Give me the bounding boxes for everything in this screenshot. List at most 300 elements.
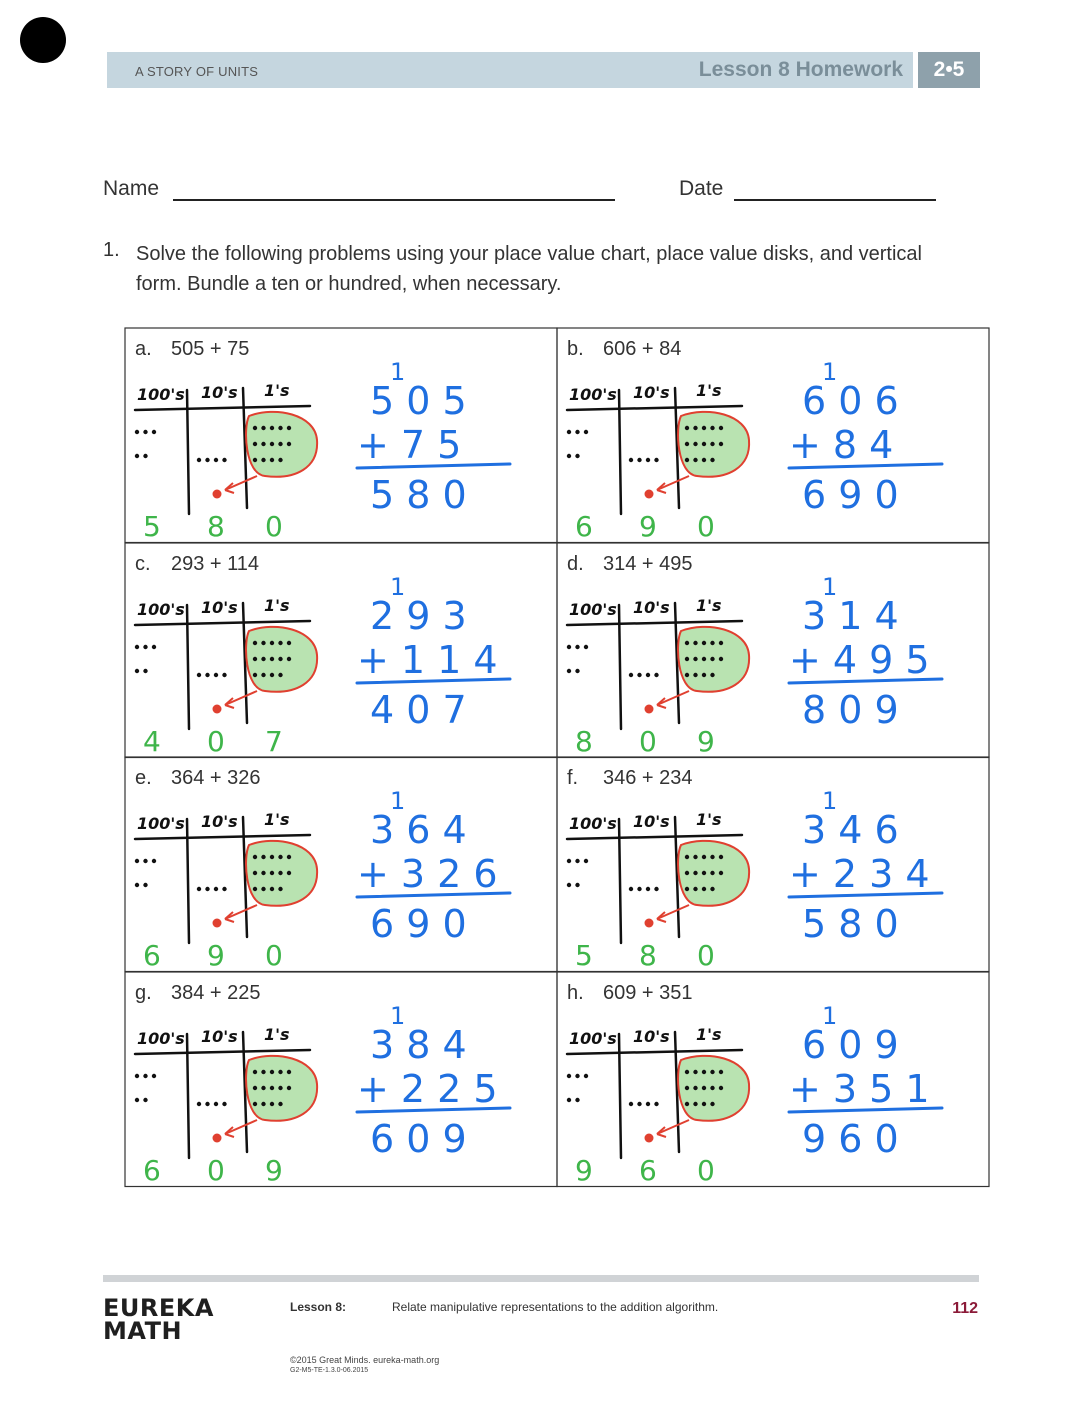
- carry-digit: 1: [822, 572, 838, 601]
- ones-disk: [710, 442, 714, 446]
- ones-disk: [719, 855, 723, 859]
- logo-line-math: MATH: [103, 1317, 183, 1345]
- tens-disk: [205, 1101, 209, 1105]
- ones-disk: [693, 672, 697, 676]
- tens-header: 10's: [201, 383, 238, 402]
- addend-top: 5 0 5: [370, 379, 467, 423]
- ones-disk: [261, 887, 265, 891]
- ones-disk: [685, 1101, 689, 1105]
- ones-disk: [685, 458, 689, 462]
- hundreds-disk: [575, 454, 579, 458]
- ones-disk: [287, 442, 291, 446]
- question-number: 1.: [103, 239, 120, 261]
- ones-disk: [710, 656, 714, 660]
- problem-cell: [557, 972, 989, 1187]
- ones-disk: [261, 442, 265, 446]
- addend-top: 6 0 9: [802, 1022, 899, 1067]
- ones-disk: [278, 656, 282, 660]
- ones-disk: [685, 887, 689, 891]
- hundreds-disk: [567, 1073, 571, 1077]
- hundreds-disk: [152, 859, 156, 863]
- ones-disk: [685, 656, 689, 660]
- ones-disk: [278, 672, 282, 676]
- ones-disk: [287, 855, 291, 859]
- footer-lesson: Lesson 8:: [290, 1300, 347, 1314]
- result-hundreds-digit: 8: [575, 724, 593, 758]
- chart-header-line: [135, 621, 310, 625]
- hundreds-disk: [143, 883, 147, 887]
- hundreds-disk: [135, 883, 139, 887]
- problem-cell: [557, 757, 989, 972]
- result-ones-digit: 9: [265, 1153, 283, 1187]
- hundreds-disk: [135, 454, 139, 458]
- result-tens-digit: 9: [207, 939, 225, 972]
- carried-disk: [645, 1133, 654, 1142]
- ones-disk: [685, 640, 689, 644]
- addend-bottom: + 1 1 4: [357, 637, 498, 682]
- ones-disk: [702, 672, 706, 676]
- binder-hole: [20, 17, 66, 63]
- problem-cell: [125, 972, 557, 1187]
- ones-disk: [253, 1101, 257, 1105]
- tens-disk: [197, 672, 201, 676]
- problem-expression: 609 + 351: [603, 981, 693, 1004]
- hundreds-header: 100's: [137, 385, 185, 404]
- tens-disk: [637, 887, 641, 891]
- ones-disk: [702, 1085, 706, 1089]
- result-hundreds-digit: 5: [143, 510, 161, 543]
- tens-disk: [654, 672, 658, 676]
- hundreds-disk: [584, 644, 588, 648]
- hundreds-disk: [575, 668, 579, 672]
- hundreds-disk: [143, 644, 147, 648]
- addend-bottom: + 3 2 6: [357, 852, 498, 896]
- ones-disk: [693, 442, 697, 446]
- hundreds-disk: [584, 859, 588, 863]
- ones-disk: [710, 1085, 714, 1089]
- tens-disk: [222, 672, 226, 676]
- ones-disk: [693, 1101, 697, 1105]
- tens-disk: [629, 458, 633, 462]
- ones-disk: [685, 426, 689, 430]
- tens-disk: [646, 887, 650, 891]
- addend-top: 3 8 4: [370, 1022, 467, 1067]
- ones-disk: [710, 855, 714, 859]
- addend-bottom: + 2 2 5: [357, 1066, 498, 1111]
- result-ones-digit: 0: [697, 510, 715, 543]
- problem-expression: 606 + 84: [603, 338, 682, 360]
- ones-disk: [253, 871, 257, 875]
- hundreds-disk: [143, 668, 147, 672]
- result-tens-digit: 8: [639, 939, 657, 972]
- grade-module-badge: 2•5: [918, 52, 980, 88]
- result-ones-digit: 0: [265, 939, 283, 972]
- tens-disk: [629, 672, 633, 676]
- addend-top: 3 6 4: [370, 808, 467, 852]
- ones-disk: [253, 887, 257, 891]
- ones-disk: [270, 1085, 274, 1089]
- problem-expression: 346 + 234: [603, 767, 693, 789]
- problem-grid: [125, 328, 989, 1202]
- ones-disk: [261, 426, 265, 430]
- carry-digit: 1: [822, 358, 838, 386]
- carry-digit: 1: [390, 1001, 406, 1030]
- ones-disk: [270, 640, 274, 644]
- ones-disk: [253, 656, 257, 660]
- hundreds-disk: [567, 883, 571, 887]
- result-tens-digit: 0: [207, 724, 225, 758]
- ones-header: 1's: [696, 381, 722, 400]
- ones-disk: [702, 426, 706, 430]
- ones-disk: [685, 442, 689, 446]
- hundreds-header: 100's: [569, 814, 617, 833]
- problem-expression: 364 + 326: [171, 767, 261, 789]
- ones-disk: [253, 442, 257, 446]
- problem-cell: [125, 543, 557, 758]
- carry-digit: 1: [822, 1001, 838, 1030]
- hundreds-disk: [143, 1073, 147, 1077]
- ones-disk: [710, 640, 714, 644]
- ones-disk: [278, 1101, 282, 1105]
- sum-result: 6 9 0: [370, 902, 467, 946]
- ones-disk: [261, 1069, 265, 1073]
- hundreds-disk: [152, 430, 156, 434]
- sum-result: 6 0 9: [370, 1116, 467, 1161]
- bundle-arrow: [225, 1120, 257, 1134]
- sum-result: 5 8 0: [802, 902, 899, 946]
- addend-bottom: + 7 5: [357, 423, 462, 467]
- ones-disk: [693, 426, 697, 430]
- ones-disk: [702, 871, 706, 875]
- tens-disk: [654, 887, 658, 891]
- ones-disk: [253, 458, 257, 462]
- result-hundreds-digit: 6: [143, 939, 161, 972]
- bundle-arrow: [225, 905, 257, 919]
- hundreds-disk: [135, 430, 139, 434]
- ones-header: 1's: [264, 595, 290, 615]
- ones-header: 1's: [696, 1024, 722, 1044]
- ones-disk: [693, 656, 697, 660]
- lesson-title: Lesson 8 Homework: [698, 58, 903, 81]
- bundle-arrow: [225, 691, 257, 705]
- ones-disk: [702, 640, 706, 644]
- tens-disk: [205, 887, 209, 891]
- ones-disk: [287, 640, 291, 644]
- ones-header: 1's: [696, 810, 722, 829]
- bundle-arrow: [225, 476, 257, 490]
- ones-disk: [253, 1085, 257, 1089]
- ones-disk: [270, 426, 274, 430]
- ones-disk: [270, 442, 274, 446]
- tens-disk: [637, 1101, 641, 1105]
- ones-disk: [702, 442, 706, 446]
- carried-disk: [213, 490, 222, 499]
- result-tens-digit: 6: [639, 1153, 657, 1187]
- ones-disk: [685, 1069, 689, 1073]
- hundreds-disk: [135, 644, 139, 648]
- problem-label: c.: [135, 552, 151, 575]
- tens-disk: [222, 887, 226, 891]
- hundreds-disk: [567, 1097, 571, 1101]
- ones-disk: [287, 426, 291, 430]
- carry-digit: 1: [390, 358, 406, 386]
- result-tens-digit: 0: [207, 1153, 225, 1187]
- hundreds-disk: [152, 1073, 156, 1077]
- ones-disk: [719, 1085, 723, 1089]
- ones-disk: [261, 855, 265, 859]
- ones-disk: [278, 855, 282, 859]
- carry-digit: 1: [390, 572, 406, 601]
- bundle-arrow: [657, 905, 689, 919]
- ones-disk: [710, 672, 714, 676]
- ones-disk: [685, 871, 689, 875]
- tens-disk: [637, 458, 641, 462]
- ones-disk: [270, 672, 274, 676]
- problem-label: f.: [567, 767, 579, 789]
- ones-disk: [685, 855, 689, 859]
- ones-disk: [287, 871, 291, 875]
- ones-disk: [261, 458, 265, 462]
- ones-disk: [685, 1085, 689, 1089]
- ones-disk: [719, 442, 723, 446]
- ones-disk: [270, 656, 274, 660]
- ones-disk: [278, 887, 282, 891]
- hundreds-disk: [575, 1073, 579, 1077]
- ones-disk: [702, 855, 706, 859]
- hundreds-disk: [575, 1097, 579, 1101]
- ones-disk: [261, 871, 265, 875]
- result-tens-digit: 9: [639, 510, 657, 543]
- ones-header: 1's: [264, 1024, 290, 1044]
- tens-disk: [637, 672, 641, 676]
- problem-label: d.: [567, 552, 584, 575]
- tens-disk: [222, 1101, 226, 1105]
- eureka-math-logo: [103, 1294, 214, 1345]
- hundreds-disk: [567, 644, 571, 648]
- tens-header: 10's: [633, 597, 670, 617]
- tens-disk: [197, 887, 201, 891]
- result-hundreds-digit: 4: [143, 724, 161, 758]
- hundreds-disk: [152, 644, 156, 648]
- tens-disk: [646, 458, 650, 462]
- question-text: Solve the following problems using your place value chart, place value disks, and vertical form. Bundle a ten or hundred, when necessary.: [136, 243, 922, 295]
- chart-header-line: [567, 1050, 742, 1054]
- carried-disk: [213, 1133, 222, 1142]
- ones-disk: [693, 871, 697, 875]
- ones-disk: [270, 1069, 274, 1073]
- problem-label: a.: [135, 338, 152, 360]
- problem-label: e.: [135, 767, 152, 789]
- problem-cell: [125, 757, 557, 972]
- carried-disk: [213, 919, 222, 928]
- problem-expression: 314 + 495: [603, 552, 693, 575]
- ones-disk: [253, 855, 257, 859]
- ones-disk: [710, 887, 714, 891]
- problem-cell: [557, 328, 989, 543]
- tens-disk: [214, 887, 218, 891]
- carried-disk: [645, 919, 654, 928]
- hundreds-disk: [575, 430, 579, 434]
- result-hundreds-digit: 9: [575, 1153, 593, 1187]
- tens-disk: [654, 458, 658, 462]
- tens-disk: [205, 458, 209, 462]
- tens-disk: [197, 458, 201, 462]
- sum-result: 5 8 0: [370, 473, 467, 517]
- hundreds-disk: [143, 1097, 147, 1101]
- hundreds-disk: [567, 859, 571, 863]
- ones-disk: [693, 855, 697, 859]
- chart-header-line: [567, 406, 742, 410]
- result-ones-digit: 0: [697, 939, 715, 972]
- tens-header: 10's: [633, 1026, 670, 1046]
- tens-disk: [214, 1101, 218, 1105]
- ones-disk: [702, 1069, 706, 1073]
- bundle-arrow: [657, 1120, 689, 1134]
- carried-disk: [213, 704, 222, 713]
- ones-disk: [287, 1085, 291, 1089]
- tens-header: 10's: [201, 812, 238, 831]
- addend-bottom: + 3 5 1: [789, 1066, 930, 1111]
- name-field[interactable]: [173, 199, 615, 201]
- series-title: A STORY OF UNITS: [135, 64, 259, 79]
- ones-disk: [719, 871, 723, 875]
- hundreds-disk: [135, 1073, 139, 1077]
- tens-disk: [646, 1101, 650, 1105]
- tens-header: 10's: [633, 383, 670, 402]
- carried-disk: [645, 490, 654, 499]
- ones-disk: [287, 1069, 291, 1073]
- sum-result: 9 6 0: [802, 1116, 899, 1161]
- ones-disk: [287, 656, 291, 660]
- tens-header: 10's: [201, 597, 238, 617]
- ones-header: 1's: [696, 595, 722, 615]
- hundreds-disk: [143, 430, 147, 434]
- hundreds-disk: [567, 454, 571, 458]
- carry-digit: 1: [390, 787, 406, 815]
- result-ones-digit: 9: [697, 724, 715, 758]
- ones-disk: [278, 442, 282, 446]
- footer-divider: [103, 1275, 979, 1282]
- chart-header-line: [135, 406, 310, 410]
- tens-header: 10's: [201, 1026, 238, 1046]
- addend-top: 3 1 4: [802, 593, 899, 638]
- ones-disk: [685, 672, 689, 676]
- hundreds-header: 100's: [569, 385, 617, 404]
- ones-disk: [261, 656, 265, 660]
- tens-header: 10's: [633, 812, 670, 831]
- problem-label: g.: [135, 981, 152, 1004]
- problem-label: b.: [567, 338, 584, 360]
- hundreds-header: 100's: [569, 599, 617, 619]
- sum-result: 8 0 9: [802, 687, 899, 732]
- hundreds-disk: [567, 430, 571, 434]
- problem-expression: 293 + 114: [171, 552, 260, 575]
- addend-bottom: + 2 3 4: [789, 852, 930, 896]
- result-ones-digit: 0: [697, 1153, 715, 1187]
- ones-disk: [270, 871, 274, 875]
- chart-header-line: [567, 835, 742, 839]
- tens-disk: [214, 458, 218, 462]
- footer-copyright: ©2015 Great Minds. eureka-math.org: [290, 1355, 440, 1365]
- ones-disk: [278, 1085, 282, 1089]
- footer-code: G2-M5-TE-1.3.0-06.2015: [290, 1367, 369, 1374]
- ones-disk: [278, 426, 282, 430]
- ones-disk: [719, 426, 723, 430]
- ones-disk: [693, 458, 697, 462]
- hundreds-disk: [575, 859, 579, 863]
- ones-disk: [261, 640, 265, 644]
- tens-disk: [646, 672, 650, 676]
- ones-disk: [253, 672, 257, 676]
- ones-disk: [253, 426, 257, 430]
- ones-disk: [261, 1085, 265, 1089]
- name-label: Name: [103, 177, 160, 200]
- ones-disk: [710, 426, 714, 430]
- hundreds-disk: [584, 430, 588, 434]
- ones-disk: [702, 458, 706, 462]
- tens-disk: [205, 672, 209, 676]
- hundreds-disk: [567, 668, 571, 672]
- ones-disk: [702, 1101, 706, 1105]
- date-field[interactable]: [734, 199, 936, 201]
- ones-disk: [710, 1101, 714, 1105]
- ones-disk: [710, 458, 714, 462]
- hundreds-disk: [575, 883, 579, 887]
- hundreds-disk: [584, 1073, 588, 1077]
- ones-disk: [719, 640, 723, 644]
- result-ones-digit: 0: [265, 510, 283, 543]
- ones-disk: [719, 1069, 723, 1073]
- ones-disk: [270, 887, 274, 891]
- chart-header-line: [567, 621, 742, 625]
- ones-header: 1's: [264, 810, 290, 829]
- footer-description: Relate manipulative representations to the addition algorithm.: [392, 1300, 719, 1314]
- result-ones-digit: 7: [265, 724, 283, 758]
- ones-header: 1's: [264, 381, 290, 400]
- addend-top: 2 9 3: [370, 593, 467, 638]
- ones-disk: [270, 855, 274, 859]
- addend-top: 3 4 6: [802, 808, 899, 852]
- chart-header-line: [135, 1050, 310, 1054]
- ones-disk: [278, 640, 282, 644]
- addend-top: 6 0 6: [802, 379, 899, 423]
- ones-disk: [278, 1069, 282, 1073]
- problem-label: h.: [567, 981, 584, 1004]
- sum-result: 4 0 7: [370, 687, 467, 732]
- page-number: 112: [952, 1300, 978, 1317]
- ones-disk: [719, 656, 723, 660]
- result-hundreds-digit: 6: [143, 1153, 161, 1187]
- carry-digit: 1: [822, 787, 838, 815]
- hundreds-disk: [135, 1097, 139, 1101]
- hundreds-header: 100's: [569, 1028, 617, 1048]
- result-hundreds-digit: 6: [575, 510, 593, 543]
- chart-header-line: [135, 835, 310, 839]
- ones-disk: [693, 640, 697, 644]
- addend-bottom: + 4 9 5: [789, 637, 930, 682]
- hundreds-header: 100's: [137, 599, 185, 619]
- ones-disk: [693, 887, 697, 891]
- tens-disk: [197, 1101, 201, 1105]
- ones-disk: [702, 656, 706, 660]
- hundreds-disk: [143, 859, 147, 863]
- ones-disk: [278, 458, 282, 462]
- result-tens-digit: 0: [639, 724, 657, 758]
- ones-disk: [693, 1069, 697, 1073]
- hundreds-header: 100's: [137, 814, 185, 833]
- carried-disk: [645, 704, 654, 713]
- hundreds-disk: [135, 859, 139, 863]
